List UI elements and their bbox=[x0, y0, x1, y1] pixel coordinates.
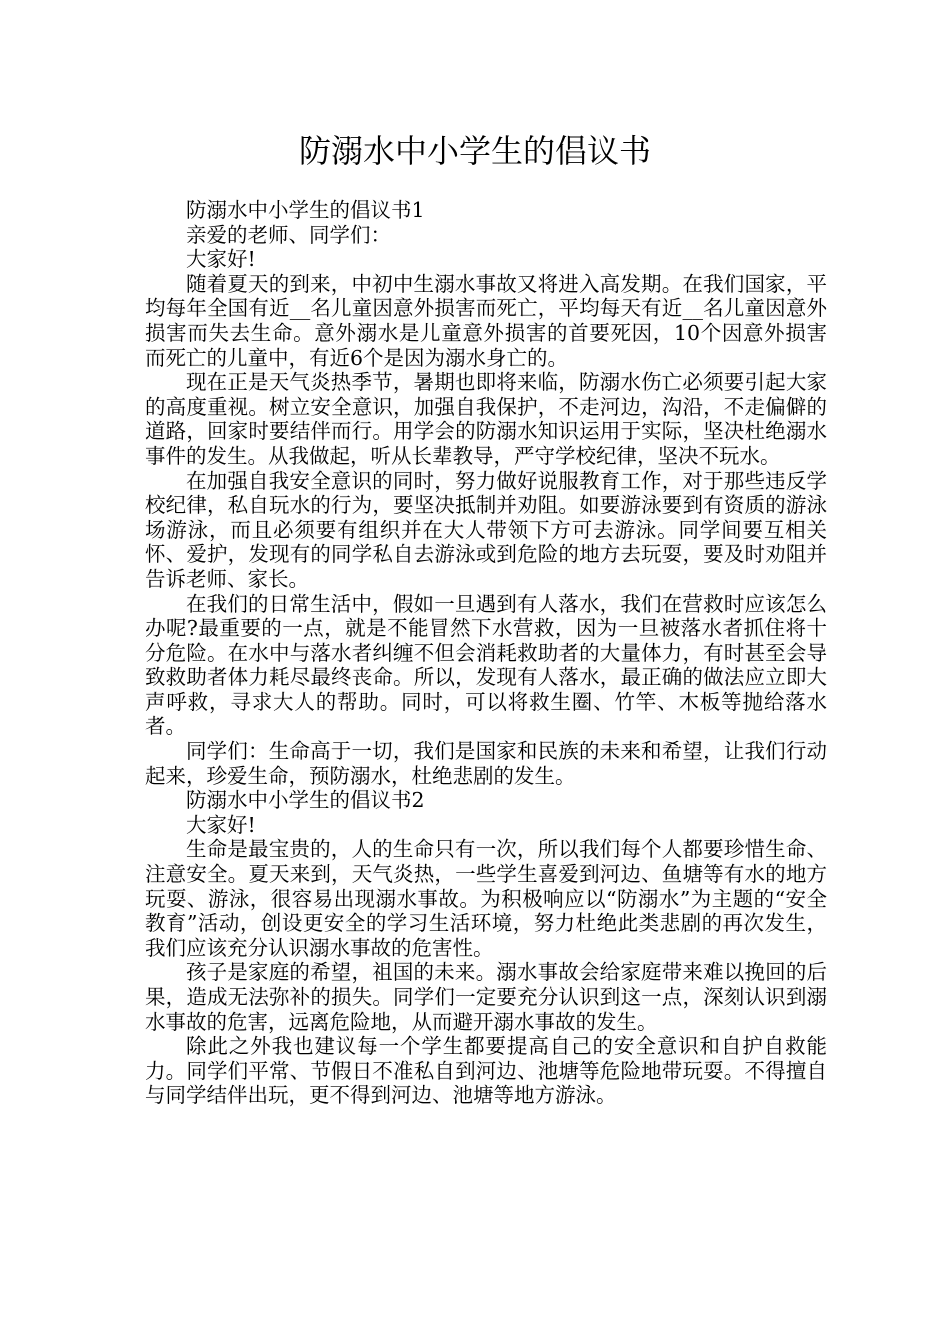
body-paragraph: 生命是最宝贵的，人的生命只有一次，所以我们每个人都要珍惜生命、注意安全。夏天来到，天气炎热，一些学生喜爱到河边、鱼塘等有水的地方玩耍、游泳，很容易出现溺水事故。为积极响应以“防溺水”为主题的“安全教育”活动，创设更安全的学习生活环境，努力杜绝此类悲剧的再次发生，我们应该充分认识溺水事故的危害性。 bbox=[145, 837, 827, 960]
greeting: 大家好! bbox=[186, 812, 256, 837]
body-paragraph: 同学们：生命高于一切，我们是国家和民族的未来和希望，让我们行动起来，珍爱生命，预防溺水，杜绝悲剧的发生。 bbox=[145, 739, 827, 788]
salutation: 亲爱的老师、同学们： bbox=[186, 222, 391, 247]
section-heading-1: 防溺水中小学生的倡议书1 bbox=[186, 198, 425, 222]
document-title: 防溺水中小学生的倡议书 bbox=[298, 132, 651, 170]
body-paragraph: 孩子是家庭的希望，祖国的未来。溺水事故会给家庭带来难以挽回的后果，造成无法弥补的损失。同学们一定要充分认识到这一点，深刻认识到溺水事故的危害，远离危险地，从而避开溺水事故的发生。 bbox=[145, 960, 827, 1034]
body-paragraph: 在我们的日常生活中，假如一旦遇到有人落水，我们在营救时应该怎么办呢?最重要的一点，就是不能冒然下水营救，因为一旦被落水者抓住将十分危险。在水中与落水者纠缠不但会消耗救助者的大量体力，有时甚至会导致救助者体力耗尽最终丧命。所以，发现有人落水，最正确的做法应立即大声呼救，寻求大人的帮助。同时，可以将救生圈、竹竿、木板等抛给落水者。 bbox=[145, 591, 827, 739]
section-heading-2: 防溺水中小学生的倡议书2 bbox=[186, 788, 425, 813]
body-paragraph: 在加强自我安全意识的同时，努力做好说服教育工作，对于那些违反学校纪律，私自玩水的行为，要坚决抵制并劝阻。如要游泳要到有资质的游泳场游泳，而且必须要有组织并在大人带领下方可去游泳。同学间要互相关怀、爱护，发现有的同学私自去游泳或到危险的地方去玩耍，要及时劝阻并告诉老师、家长。 bbox=[145, 468, 827, 591]
document-body bbox=[145, 198, 827, 1108]
body-paragraph: 随着夏天的到来，中初中生溺水事故又将进入高发期。在我们国家，平均每年全国有近__名儿童因意外损害而死亡，平均每天有近__名儿童因意外损害而失去生命。意外溺水是儿童意外损害的首要死因，10个因意外损害而死亡的儿童中，有近6个是因为溺水身亡的。 bbox=[145, 271, 827, 370]
body-paragraph: 除此之外我也建议每一个学生都要提高自己的安全意识和自护自救能力。同学们平常、节假日不准私自到河边、池塘等危险地带玩耍。不得擅自与同学结伴出玩，更不得到河边、池塘等地方游泳。 bbox=[145, 1034, 827, 1108]
body-paragraph: 现在正是天气炎热季节，暑期也即将来临，防溺水伤亡必须要引起大家的高度重视。树立安全意识，加强自我保护，不走河边，沟沿，不走偏僻的道路，回家时要结伴而行。用学会的防溺水知识运用于实际，坚决杜绝溺水事件的发生。从我做起，听从长辈教导，严守学校纪律，坚决不玩水。 bbox=[145, 370, 827, 468]
greeting: 大家好! bbox=[186, 247, 256, 272]
